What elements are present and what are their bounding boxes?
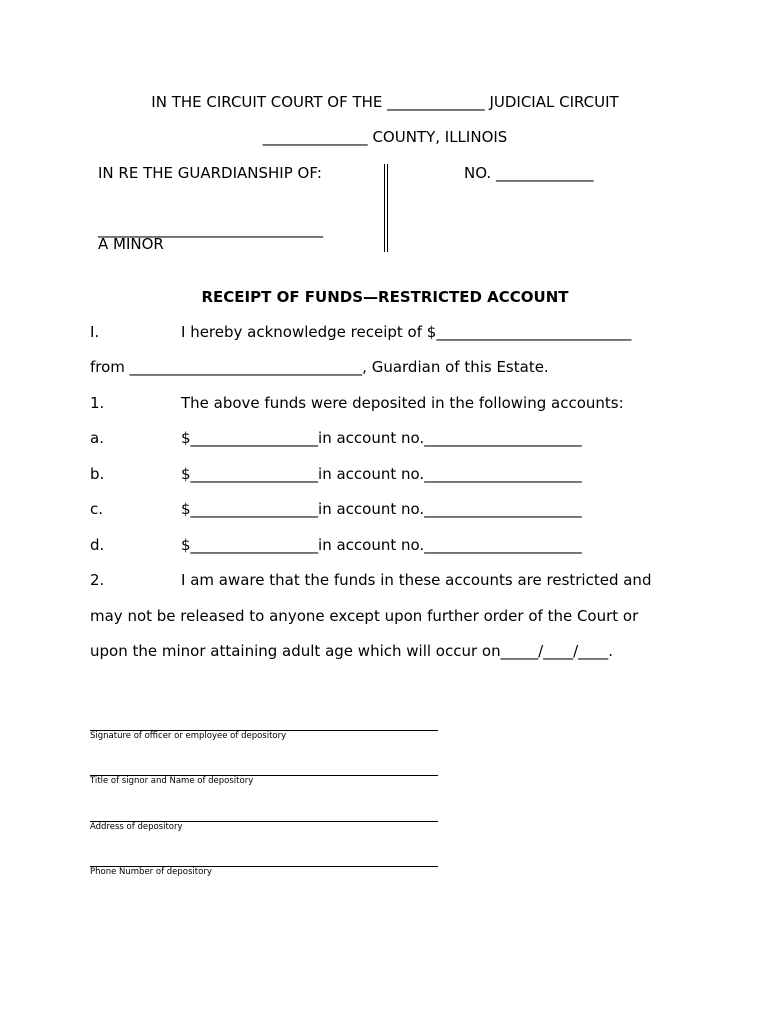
guardian-line: from _______________________________, Guardian of this Estate. <box>90 358 549 376</box>
document-title: RECEIPT OF FUNDS—RESTRICTED ACCOUNT <box>201 288 569 306</box>
account-d-line: $_________________in account no._____________________ <box>181 536 582 554</box>
restriction-statement-line3: upon the minor attaining adult age which will occur on_____/____/____. <box>90 642 613 660</box>
restriction-statement-line2: may not be released to anyone except upon further order of the Court or <box>90 607 639 625</box>
account-b-label: b. <box>90 465 105 483</box>
title-signor-caption: Title of signor and Name of depository <box>90 776 254 786</box>
account-d-label: d. <box>90 536 105 554</box>
account-c-line: $_________________in account no._____________________ <box>181 500 582 518</box>
phone-caption: Phone Number of depository <box>90 867 212 877</box>
account-b-line: $_________________in account no._____________________ <box>181 465 582 483</box>
paragraph-1-label: 1. <box>90 394 105 412</box>
account-a-line: $_________________in account no._____________________ <box>181 429 582 447</box>
minor-label: A MINOR <box>98 235 164 253</box>
deposit-statement: The above funds were deposited in the following accounts: <box>181 394 624 412</box>
minor-name-blank: ______________________________ <box>98 220 323 238</box>
caption-divider-right <box>387 164 388 252</box>
receipt-acknowledgment: I hereby acknowledge receipt of $__________________________ <box>181 323 632 341</box>
in-re-caption: IN RE THE GUARDIANSHIP OF: <box>98 164 322 182</box>
account-c-label: c. <box>90 500 104 518</box>
account-a-label: a. <box>90 429 104 447</box>
county-line: ______________ COUNTY, ILLINOIS <box>262 128 508 146</box>
caption-divider-left <box>384 164 385 252</box>
paragraph-2-label: 2. <box>90 571 105 589</box>
signature-caption: Signature of officer or employee of depository <box>90 731 287 741</box>
restriction-statement: I am aware that the funds in these accounts are restricted and <box>181 571 652 589</box>
paragraph-i-label: I. <box>90 323 100 341</box>
court-line: IN THE CIRCUIT COURT OF THE _____________ JUDICIAL CIRCUIT <box>151 93 619 111</box>
address-caption: Address of depository <box>90 822 183 832</box>
case-number: NO. _____________ <box>464 164 594 182</box>
